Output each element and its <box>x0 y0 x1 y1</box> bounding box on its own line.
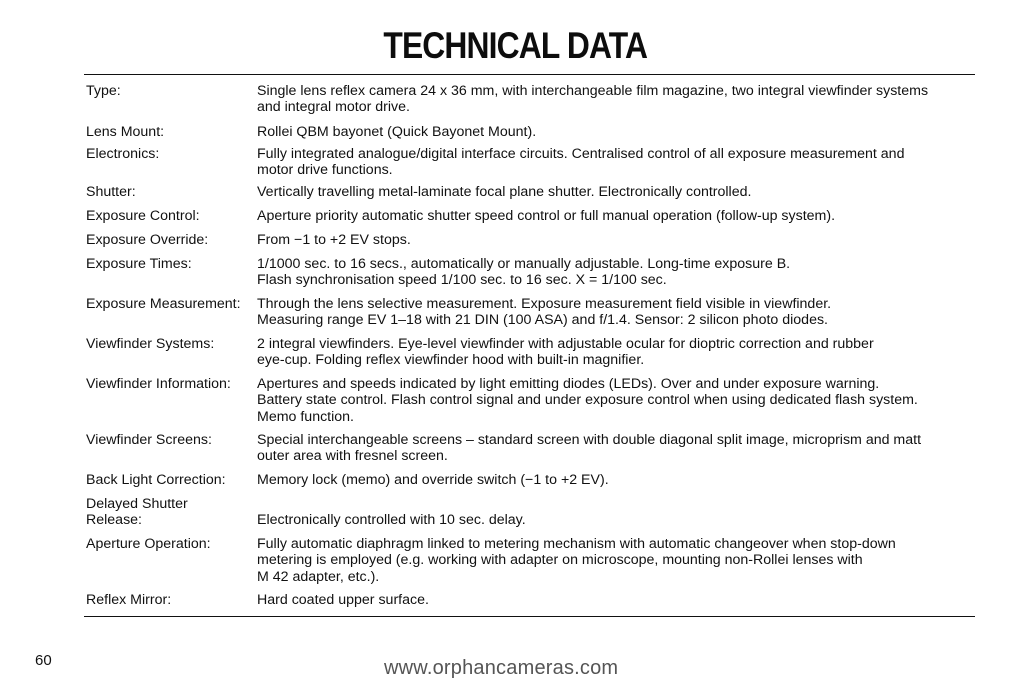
spec-line: Single lens reflex camera 24 x 36 mm, with interchangeable film magazine, two integral viewfinder systems <box>257 83 929 99</box>
spec-line: 1/1000 sec. to 16 secs., automatically or manually adjustable. Long-time exposure B. <box>257 256 791 272</box>
spec-label: Exposure Override: <box>86 232 209 248</box>
spec-list <box>86 83 976 612</box>
spec-line: Measuring range EV 1–18 with 21 DIN (100 ASA) and f/1.4. Sensor: 2 silicon photo diodes. <box>257 312 828 329</box>
spec-line: Electronically controlled with 10 sec. delay. <box>257 512 526 528</box>
spec-line: 2 integral viewfinders. Eye-level viewfinder with adjustable ocular for dioptric correction and rubber <box>257 336 874 352</box>
spec-line: Special interchangeable screens – standard screen with double diagonal split image, microprism and matt <box>257 432 922 448</box>
spec-line: Fully integrated analogue/digital interface circuits. Centralised control of all exposure measurement and <box>257 146 905 162</box>
spec-label: Exposure Control: <box>86 208 200 224</box>
footer-url[interactable]: www.orphancameras.com <box>384 657 619 679</box>
page-title: TECHNICAL DATA <box>383 25 648 66</box>
spec-line: Through the lens selective measurement. Exposure measurement field visible in viewfinder. <box>257 296 832 312</box>
spec-value <box>257 432 977 465</box>
spec-value <box>257 208 977 224</box>
spec-value <box>257 83 977 116</box>
spec-line: Hard coated upper surface. <box>257 592 429 608</box>
spec-line: Apertures and speeds indicated by light emitting diodes (LEDs). Over and under exposure warning. <box>257 376 880 392</box>
spec-value <box>257 336 977 369</box>
spec-value <box>257 124 977 140</box>
spec-row-exposure-times <box>86 256 976 296</box>
page-number: 60 <box>35 652 52 669</box>
spec-row-electronics <box>86 146 976 184</box>
bottom-divider <box>84 616 975 617</box>
spec-row-exposure-override <box>86 232 976 256</box>
spec-line: Rollei QBM bayonet (Quick Bayonet Mount). <box>257 124 537 140</box>
spec-label: Viewfinder Screens: <box>86 432 212 448</box>
spec-value <box>257 496 977 528</box>
spec-label: Lens Mount: <box>86 124 165 140</box>
spec-line: and integral motor drive. <box>257 99 410 116</box>
spec-value <box>257 184 977 200</box>
spec-label: Shutter: <box>86 184 136 200</box>
spec-line: Battery state control. Flash control signal and under exposure control when using dedicated flash system. <box>257 392 918 409</box>
spec-line: Fully automatic diaphragm linked to metering mechanism with automatic changeover when stop-down <box>257 536 896 552</box>
spec-row-exposure-control <box>86 208 976 232</box>
spec-label: Delayed Shutter Release: <box>86 496 188 529</box>
spec-row-back-light-correction <box>86 472 976 496</box>
spec-label: Type: <box>86 83 121 99</box>
spec-line: Vertically travelling metal-laminate focal plane shutter. Electronically controlled. <box>257 184 752 200</box>
spec-label: Viewfinder Information: <box>86 376 231 392</box>
spec-line: Memory lock (memo) and override switch (−1 to +2 EV). <box>257 472 609 488</box>
spec-value <box>257 232 977 248</box>
spec-label: Exposure Times: <box>86 256 192 272</box>
spec-line: M 42 adapter, etc.). <box>257 568 380 585</box>
spec-row-exposure-measurement <box>86 296 976 336</box>
spec-row-delayed-shutter-release <box>86 496 976 536</box>
spec-row-lens-mount <box>86 124 976 145</box>
spec-row-type <box>86 83 976 119</box>
spec-line: motor drive functions. <box>257 162 393 179</box>
spec-value <box>257 256 977 289</box>
spec-row-reflex-mirror <box>86 592 976 612</box>
spec-line: eye-cup. Folding reflex viewfinder hood with built-in magnifier. <box>257 352 645 369</box>
spec-label: Reflex Mirror: <box>86 592 172 608</box>
spec-line: outer area with fresnel screen. <box>257 448 448 465</box>
spec-label: Electronics: <box>86 146 160 162</box>
spec-line: From −1 to +2 EV stops. <box>257 232 411 248</box>
spec-label: Viewfinder Systems: <box>86 336 215 352</box>
spec-row-viewfinder-systems <box>86 336 976 376</box>
spec-value <box>257 592 977 608</box>
spec-line: Memo function. <box>257 408 354 425</box>
spec-value <box>257 376 977 425</box>
spec-row-viewfinder-information <box>86 376 976 432</box>
spec-label: Aperture Operation: <box>86 536 211 552</box>
top-divider <box>84 74 975 75</box>
spec-label: Back Light Correction: <box>86 472 226 488</box>
spec-value <box>257 146 977 179</box>
spec-label: Exposure Measurement: <box>86 296 241 312</box>
spec-line: Flash synchronisation speed 1/100 sec. to 16 sec. X = 1/100 sec. <box>257 272 667 289</box>
spec-value <box>257 296 977 329</box>
spec-value <box>257 536 977 585</box>
spec-line: metering is employed (e.g. working with adapter on microscope, mounting non-Rollei lenses with <box>257 552 863 569</box>
spec-row-viewfinder-screens <box>86 432 976 472</box>
spec-value <box>257 472 977 488</box>
spec-line: Aperture priority automatic shutter speed control or full manual operation (follow-up system). <box>257 208 836 224</box>
spec-row-shutter <box>86 184 976 208</box>
spec-row-aperture-operation <box>86 536 976 592</box>
